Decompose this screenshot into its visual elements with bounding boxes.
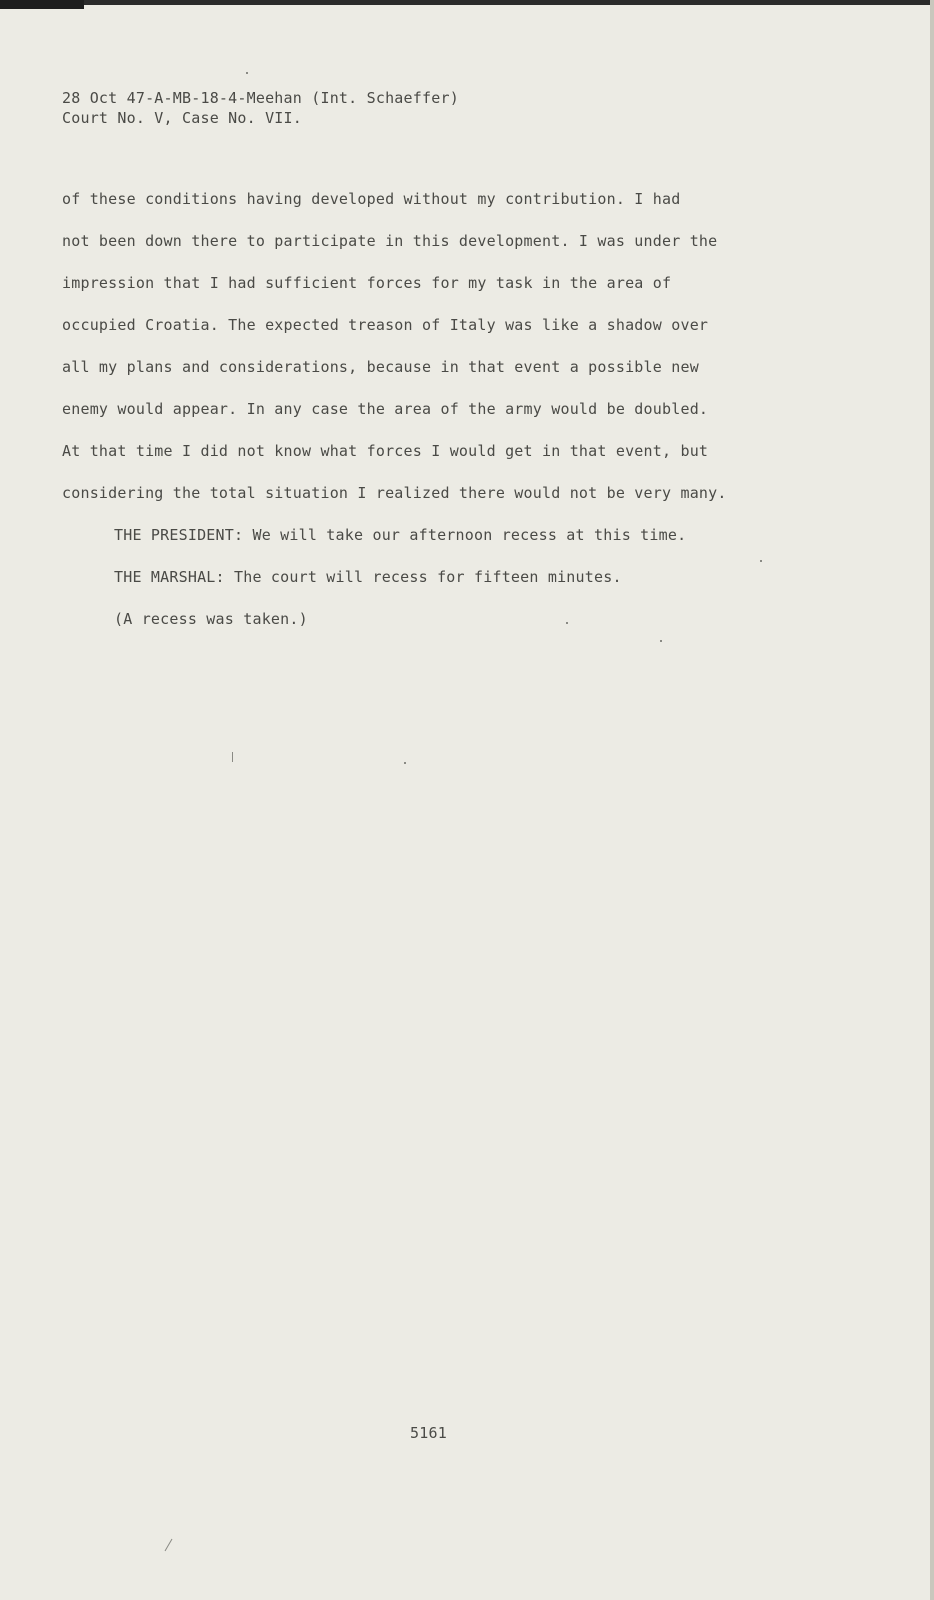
recess-note: (A recess was taken.): [114, 610, 308, 628]
scan-speck: [232, 752, 233, 762]
scan-speck: [566, 622, 568, 624]
scan-top-edge-dark: [0, 0, 84, 9]
marshal-statement: THE MARSHAL: The court will recess for fifteen minutes.: [114, 568, 622, 586]
scan-speck: [660, 640, 662, 642]
body-line-7: At that time I did not know what forces I would get in that event, but: [62, 442, 709, 460]
body-line-6: enemy would appear. In any case the area of the army would be doubled.: [62, 400, 709, 418]
scan-top-edge: [0, 0, 934, 5]
scan-speck: [760, 560, 762, 562]
scan-speck: [165, 1539, 173, 1552]
body-line-4: occupied Croatia. The expected treason of Italy was like a shadow over: [62, 316, 709, 334]
scan-speck: [246, 72, 248, 74]
body-line-3: impression that I had sufficient forces for my task in the area of: [62, 274, 672, 292]
body-line-2: not been down there to participate in this development. I was under the: [62, 232, 718, 250]
body-line-1: of these conditions having developed without my contribution. I had: [62, 190, 681, 208]
scan-speck: [404, 762, 406, 764]
page-number: 5161: [410, 1424, 447, 1442]
scan-right-edge: [930, 0, 934, 1600]
header-reference-line: 28 Oct 47-A-MB-18-4-Meehan (Int. Schaeffer): [62, 89, 459, 107]
header-court-line: Court No. V, Case No. VII.: [62, 109, 302, 127]
body-line-8: considering the total situation I realized there would not be very many.: [62, 484, 727, 502]
president-statement: THE PRESIDENT: We will take our afternoon recess at this time.: [114, 526, 687, 544]
body-line-5: all my plans and considerations, because in that event a possible new: [62, 358, 699, 376]
